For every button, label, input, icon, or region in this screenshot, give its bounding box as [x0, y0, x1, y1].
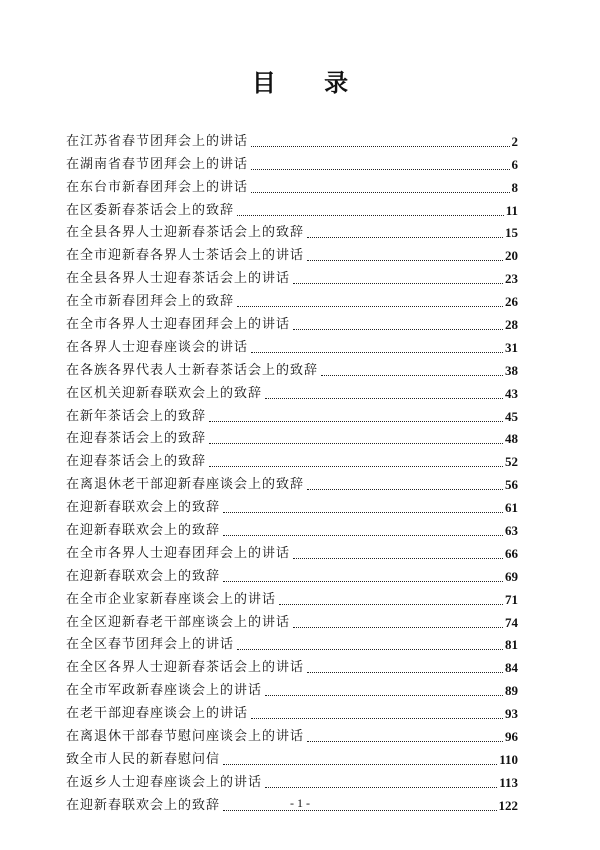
toc-entry[interactable] — [66, 127, 518, 150]
toc-entry-title: 在全市迎新春各界人士茶话会上的讲话 — [66, 248, 305, 264]
toc-entry[interactable] — [66, 562, 518, 585]
toc-entry-title: 在迎新春联欢会上的致辞 — [66, 797, 221, 813]
toc-entry-title: 在各界人士迎春座谈会的讲话 — [66, 339, 249, 355]
dot-leader — [307, 237, 503, 238]
toc-entry[interactable] — [66, 676, 518, 699]
toc-page-number: 6 — [511, 156, 518, 172]
toc-entry-title: 在迎春茶话会上的致辞 — [66, 431, 207, 447]
toc-entry-title: 在全市新春团拜会上的致辞 — [66, 294, 235, 310]
toc-entry-title: 在东台市新春团拜会上的讲话 — [66, 179, 249, 195]
toc-entry[interactable] — [66, 653, 518, 676]
toc-entry-title: 在全市企业家新春座谈会上的讲话 — [66, 591, 277, 607]
toc-entry-title: 在离退休干部春节慰问座谈会上的讲话 — [66, 729, 305, 745]
toc-entry[interactable] — [66, 173, 518, 196]
toc-entry-title: 在区委新春茶话会上的致辞 — [66, 202, 235, 218]
toc-entry-title: 在迎新春联欢会上的致辞 — [66, 568, 221, 584]
toc-page-number: 71 — [505, 591, 518, 607]
toc-entry-title: 在全市军政新春座谈会上的讲话 — [66, 683, 263, 699]
dot-leader — [265, 695, 503, 696]
toc-entry[interactable] — [66, 631, 518, 654]
toc-entry[interactable] — [66, 219, 518, 242]
toc-entry[interactable] — [66, 264, 518, 287]
toc-page-number: 2 — [511, 133, 518, 149]
toc-entry[interactable] — [66, 608, 518, 631]
dot-leader — [237, 306, 503, 307]
toc-entry[interactable] — [66, 699, 518, 722]
toc-page-number: 20 — [505, 248, 518, 264]
dot-leader — [237, 649, 503, 650]
toc-page-number: 56 — [505, 477, 518, 493]
toc-page-number: 96 — [505, 729, 518, 745]
toc-entry-title: 在返乡人士迎春座谈会上的讲话 — [66, 774, 263, 790]
toc-entry[interactable] — [66, 493, 518, 516]
toc-entry[interactable] — [66, 356, 518, 379]
toc-entry[interactable] — [66, 402, 518, 425]
dot-leader — [209, 443, 503, 444]
toc-page-number: 43 — [505, 385, 518, 401]
toc-entry-title: 致全市人民的新春慰问信 — [66, 751, 221, 767]
toc-entry[interactable] — [66, 425, 518, 448]
dot-leader — [223, 535, 503, 536]
toc-page-number: 81 — [505, 637, 518, 653]
toc-page-number: 84 — [505, 660, 518, 676]
dot-leader — [293, 329, 503, 330]
toc-page-number: 45 — [505, 408, 518, 424]
dot-leader — [293, 627, 503, 628]
dot-leader — [307, 260, 503, 261]
toc-entry-title: 在湖南省春节团拜会上的讲话 — [66, 156, 249, 172]
toc-entry-title: 在全区迎新春老干部座谈会上的讲话 — [66, 614, 291, 630]
dot-leader — [209, 466, 503, 467]
toc-page-number: 113 — [499, 774, 518, 790]
toc-entry[interactable] — [66, 333, 518, 356]
toc-page-number: 122 — [498, 797, 518, 813]
toc-page-number: 48 — [505, 431, 518, 447]
dot-leader — [307, 741, 503, 742]
toc-entry-title: 在全区春节团拜会上的讲话 — [66, 637, 235, 653]
dot-leader — [251, 718, 503, 719]
toc-entry-title: 在江苏省春节团拜会上的讲话 — [66, 133, 249, 149]
dot-leader — [307, 489, 503, 490]
dot-leader — [251, 352, 503, 353]
toc-entry-title: 在全市各界人士迎春团拜会上的讲话 — [66, 545, 291, 561]
dot-leader — [279, 604, 503, 605]
dot-leader — [223, 764, 497, 765]
dot-leader — [237, 215, 504, 216]
toc-entry-title: 在全县各界人士迎春茶话会上的讲话 — [66, 271, 291, 287]
toc-entry[interactable] — [66, 379, 518, 402]
toc-entry[interactable] — [66, 768, 518, 791]
toc-page-number: 63 — [505, 523, 518, 539]
toc-page-number: 28 — [505, 317, 518, 333]
page-title: 目 录 — [251, 69, 369, 97]
dot-leader — [223, 512, 503, 513]
toc-entry[interactable] — [66, 745, 518, 768]
toc-entry-title: 在新年茶话会上的致辞 — [66, 408, 207, 424]
toc-page-number: 89 — [505, 683, 518, 699]
dot-leader — [251, 192, 509, 193]
dot-leader — [321, 375, 503, 376]
toc-page-number: 61 — [505, 500, 518, 516]
toc-page-number: 23 — [505, 271, 518, 287]
toc-entry[interactable] — [66, 150, 518, 173]
toc-entry-title: 在全区各界人士迎新春茶话会上的讲话 — [66, 660, 305, 676]
dot-leader — [293, 558, 503, 559]
toc-entry-title: 在迎新春联欢会上的致辞 — [66, 523, 221, 539]
table-of-contents — [66, 127, 518, 814]
dot-leader — [251, 169, 509, 170]
toc-page-number: 110 — [499, 751, 518, 767]
dot-leader — [307, 672, 503, 673]
toc-entry-title: 在老干部迎春座谈会上的讲话 — [66, 706, 249, 722]
toc-page-number: 26 — [505, 294, 518, 310]
toc-page-number: 66 — [505, 545, 518, 561]
toc-entry[interactable] — [66, 516, 518, 539]
dot-leader — [251, 146, 509, 147]
toc-entry-title: 在离退休老干部迎新春座谈会上的致辞 — [66, 477, 305, 493]
toc-entry-title: 在迎春茶话会上的致辞 — [66, 454, 207, 470]
toc-page-number: 93 — [505, 706, 518, 722]
toc-page-number: 11 — [505, 202, 518, 218]
toc-entry-title: 在全县各界人士迎新春茶话会上的致辞 — [66, 225, 305, 241]
dot-leader — [209, 421, 503, 422]
toc-page-number: 31 — [505, 339, 518, 355]
toc-page-number: 69 — [505, 568, 518, 584]
page-number-footer: - 1 - — [290, 796, 310, 810]
toc-entry[interactable] — [66, 287, 518, 310]
toc-entry[interactable] — [66, 722, 518, 745]
toc-entry[interactable] — [66, 539, 518, 562]
toc-page-number: 38 — [505, 362, 518, 378]
toc-entry-title: 在迎新春联欢会上的致辞 — [66, 500, 221, 516]
toc-entry[interactable] — [66, 310, 518, 333]
toc-entry-title: 在各族各界代表人士新春茶话会上的致辞 — [66, 362, 319, 378]
toc-entry[interactable] — [66, 585, 518, 608]
toc-page-number: 15 — [505, 225, 518, 241]
toc-entry-title: 在区机关迎新春联欢会上的致辞 — [66, 385, 263, 401]
dot-leader — [223, 581, 503, 582]
dot-leader — [265, 787, 497, 788]
toc-entry[interactable] — [66, 241, 518, 264]
toc-entry[interactable] — [66, 447, 518, 470]
dot-leader — [265, 398, 503, 399]
dot-leader — [293, 283, 503, 284]
toc-page-number: 52 — [505, 454, 518, 470]
toc-page-number: 74 — [505, 614, 518, 630]
toc-page-number: 8 — [511, 179, 518, 195]
toc-entry-title: 在全市各界人士迎春团拜会上的讲话 — [66, 317, 291, 333]
toc-entry[interactable] — [66, 470, 518, 493]
toc-entry[interactable] — [66, 196, 518, 219]
